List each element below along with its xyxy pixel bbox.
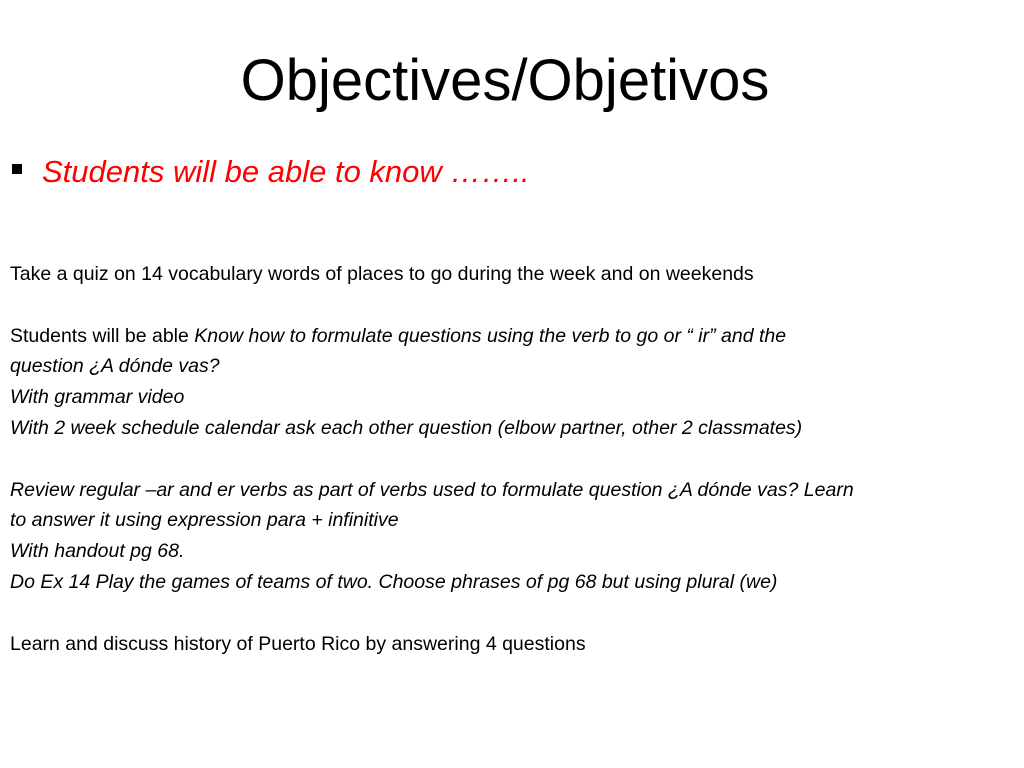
questions-objective-line-1 xyxy=(10,321,1015,352)
calendar-activity-line: With 2 week schedule calendar ask each other question (elbow partner, other 2 classmates) xyxy=(10,416,803,439)
verbs-review-line-1: Review regular –ar and er verbs as part of verbs used to formulate question ¿A dónde vas? Learn xyxy=(10,478,854,501)
square-bullet-icon xyxy=(12,164,22,174)
verbs-review-line-2: to answer it using expression para + infinitive xyxy=(10,509,399,532)
handout-line: With handout pg 68. xyxy=(10,540,185,563)
questions-objective-prefix: Students will be able xyxy=(10,324,195,347)
objectives-body xyxy=(10,259,1015,659)
bullet-item xyxy=(12,150,530,194)
exercise-line: Do Ex 14 Play the games of teams of two. Choose phrases of pg 68 but using plural (we) xyxy=(10,570,778,593)
spacer xyxy=(10,444,1015,475)
slide-title: Objectives/Objetivos xyxy=(240,48,770,113)
questions-objective-italic: Know how to formulate questions using the verb to go or “ ir” and the xyxy=(194,324,787,347)
questions-objective-line-2: question ¿A dónde vas? xyxy=(10,355,220,378)
spacer xyxy=(10,598,1015,629)
spacer xyxy=(10,290,1015,321)
grammar-video-line: With grammar video xyxy=(10,386,185,409)
history-objective: Learn and discuss history of Puerto Rico by answering 4 questions xyxy=(10,632,586,655)
quiz-objective: Take a quiz on 14 vocabulary words of places to go during the week and on weekends xyxy=(10,263,754,285)
bullet-text: Students will be able to know …….. xyxy=(42,154,530,189)
